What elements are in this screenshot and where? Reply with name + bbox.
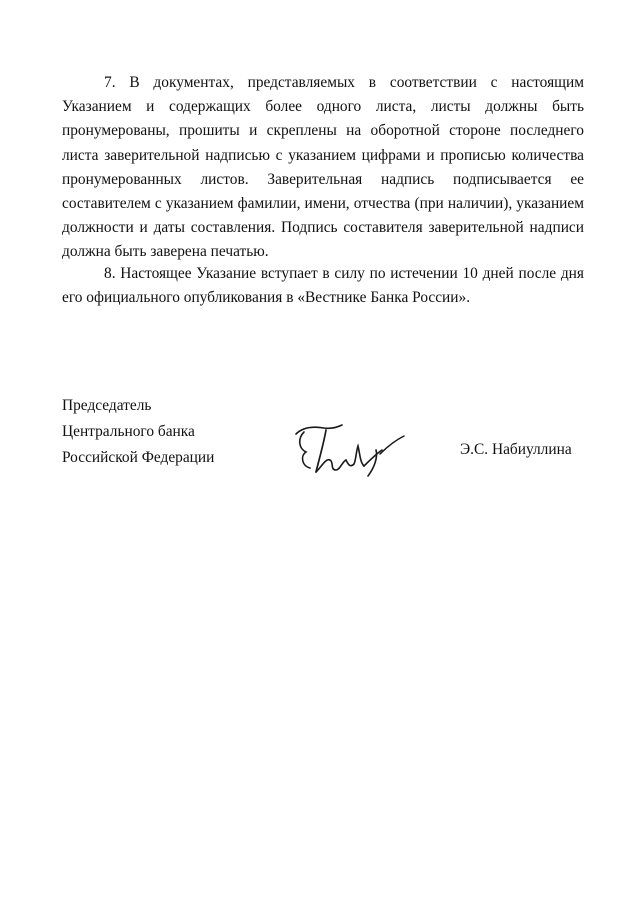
signatory-title-line-1: Председатель [62,397,152,414]
signatory-title-block [62,393,214,471]
handwritten-signature [290,420,410,482]
signatory-title-line-3: Российской Федерации [62,449,215,466]
signatory-title-line-2: Центрального банка [62,423,195,440]
paragraph-item-7: 7. В документах, представляемых в соответствии с настоящим Указанием и содержащих более одного листа, листы должны быть пронумерованы, прошиты и скреплены на оборотной стороне последнего листа заверительной надписью с указанием цифрами и прописью количества пронумерованных листов. Заверительная надпись подписывается ее составителем с указанием фамилии, имени, отчества (при наличии), указанием должности и даты составления. Подпись составителя заверительной надписи должна быть заверена печатью. [62,74,584,261]
paragraph-item-8: 8. Настоящее Указание вступает в силу по истечении 10 дней после дня его официального опубликования в «Вестнике Банка России». [62,265,584,307]
signatory-name: Э.С. Набиуллина [460,441,572,458]
